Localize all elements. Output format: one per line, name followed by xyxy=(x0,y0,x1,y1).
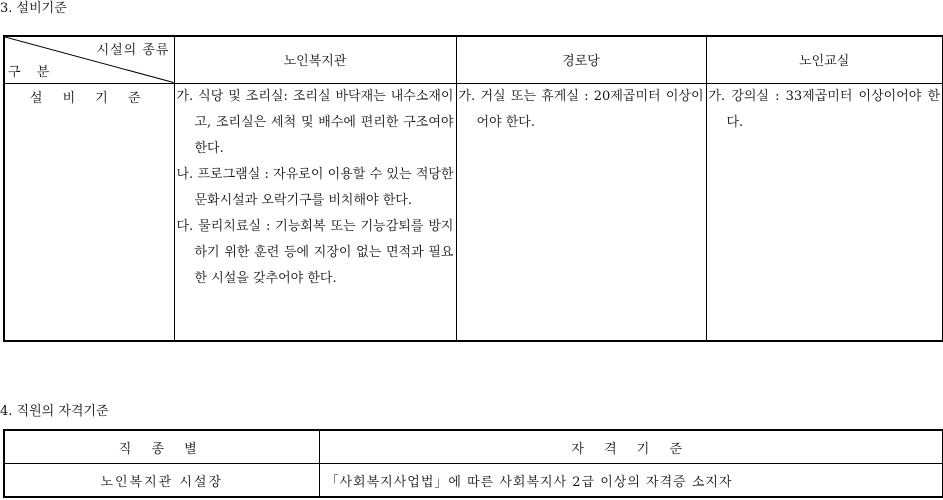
column-header-senior-hall: 경로당 xyxy=(456,36,706,83)
welfare-center-item: 다. 물리치료실 : 기능회복 또는 기능감퇴를 방지하기 위한 훈련 등에 지장이 없는 면적과 필요한 시설을 갖추어야 한다. xyxy=(176,218,454,286)
staff-qualification-table xyxy=(3,429,943,498)
corner-header-cell xyxy=(4,36,174,83)
section-3-heading: 3. 설비기준 xyxy=(0,1,67,16)
facility-standards-table xyxy=(3,35,943,342)
section-4-heading: 4. 직원의 자격기준 xyxy=(0,404,109,419)
qualification-header-row xyxy=(4,430,943,464)
senior-class-item: 가. 강의실 : 33제곱미터 이상이어야 한다. xyxy=(708,88,940,130)
column-header-welfare-center: 노인복지관 xyxy=(174,36,456,83)
welfare-center-item: 나. 프로그램실 : 자유로이 이용할 수 있는 적당한 문화시설과 오락기구를 비치해야 한다. xyxy=(176,166,454,208)
corner-category-label: 구 분 xyxy=(8,64,56,80)
column-header-senior-class: 노인교실 xyxy=(706,36,943,83)
welfare-center-standards-cell xyxy=(174,83,456,341)
job-type-cell: 노인복지관 시설장 xyxy=(4,464,319,498)
senior-class-standards-cell xyxy=(706,83,943,341)
facility-standards-row xyxy=(4,83,943,341)
row-label-standards: 설 비 기 준 xyxy=(4,83,174,341)
senior-hall-item: 가. 거실 또는 휴게실 : 20제곱미터 이상이어야 한다. xyxy=(458,88,704,130)
welfare-center-item: 가. 식당 및 조리실: 조리실 바닥재는 내수소재이고, 조리실은 세척 및 배수에 편리한 구조여야 한다. xyxy=(176,88,454,156)
column-header-job-type: 직 종 별 xyxy=(4,430,319,464)
facility-table-header-row xyxy=(4,36,943,83)
qualification-cell: 「사회복지사업법」에 따른 사회복지사 2급 이상의 자격증 소지자 xyxy=(319,464,943,498)
corner-facility-type-label: 시설의 종류 xyxy=(96,43,170,58)
senior-hall-standards-cell xyxy=(456,83,706,341)
column-header-qualification: 자 격 기 준 xyxy=(319,430,943,464)
table-row xyxy=(4,464,943,498)
